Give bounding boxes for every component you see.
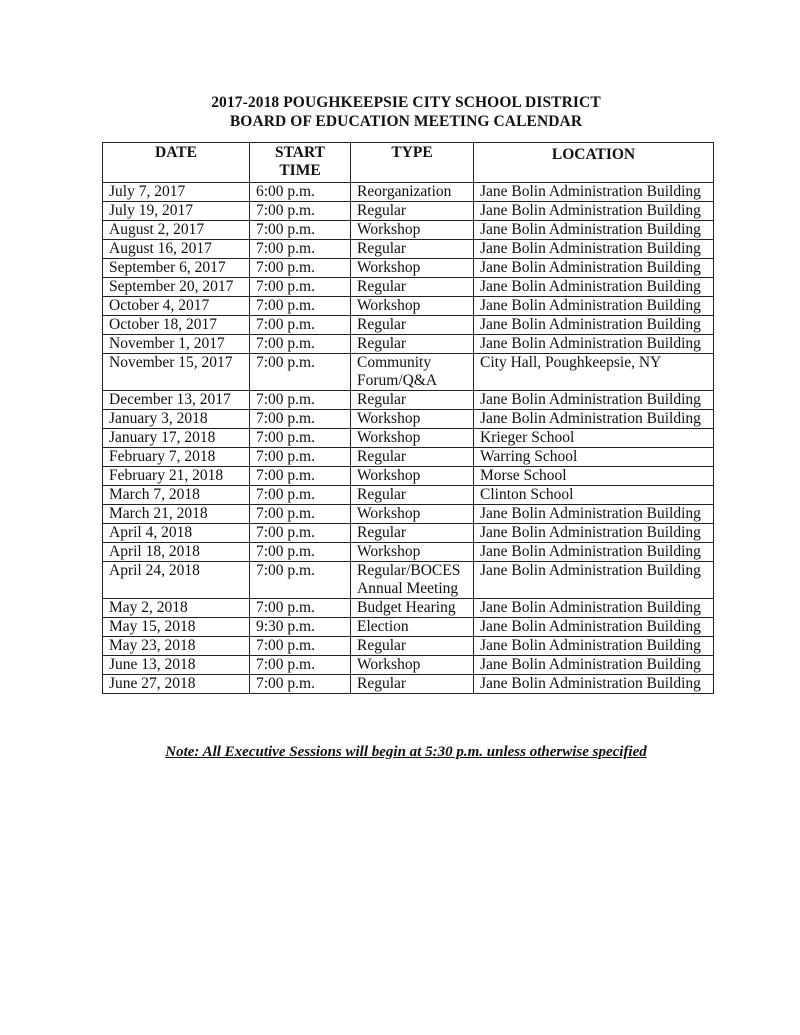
start-time-cell: 7:00 p.m. [250,221,351,240]
date-cell: June 13, 2018 [103,656,250,675]
type-cell: Regular/BOCES Annual Meeting [351,562,474,599]
date-cell: June 27, 2018 [103,675,250,694]
table-header-row [103,143,714,183]
start-time-cell: 7:00 p.m. [250,240,351,259]
date-cell: March 7, 2018 [103,486,250,505]
start-time-cell: 7:00 p.m. [250,297,351,316]
date-cell: July 19, 2017 [103,202,250,221]
location-cell: Jane Bolin Administration Building [474,316,714,335]
table-row [103,259,714,278]
date-cell: April 18, 2018 [103,543,250,562]
location-cell: Jane Bolin Administration Building [474,391,714,410]
type-cell: Workshop [351,297,474,316]
start-time-cell: 7:00 p.m. [250,543,351,562]
table-row [103,486,714,505]
start-time-cell: 6:00 p.m. [250,183,351,202]
table-row [103,240,714,259]
table-row [103,618,714,637]
start-time-cell: 7:00 p.m. [250,448,351,467]
table-row [103,675,714,694]
location-cell: Jane Bolin Administration Building [474,675,714,694]
date-cell: November 1, 2017 [103,335,250,354]
table-row [103,448,714,467]
type-cell: Budget Hearing [351,599,474,618]
start-time-cell: 7:00 p.m. [250,599,351,618]
date-cell: August 16, 2017 [103,240,250,259]
location-cell: Jane Bolin Administration Building [474,278,714,297]
location-cell: Jane Bolin Administration Building [474,505,714,524]
start-time-cell: 7:00 p.m. [250,335,351,354]
date-cell: September 6, 2017 [103,259,250,278]
type-cell: Workshop [351,221,474,240]
type-cell: Regular [351,316,474,335]
title-line-1: 2017-2018 POUGHKEEPSIE CITY SCHOOL DISTRICT [211,94,601,111]
type-cell: Workshop [351,410,474,429]
table-row [103,599,714,618]
type-cell: Regular [351,335,474,354]
date-cell: October 18, 2017 [103,316,250,335]
location-cell: Jane Bolin Administration Building [474,637,714,656]
table-row [103,183,714,202]
date-cell: May 23, 2018 [103,637,250,656]
type-cell: Regular [351,278,474,297]
location-cell: Jane Bolin Administration Building [474,259,714,278]
date-cell: January 17, 2018 [103,429,250,448]
type-cell: Regular [351,486,474,505]
table-row [103,354,714,391]
type-cell: Regular [351,524,474,543]
start-time-cell: 7:00 p.m. [250,637,351,656]
location-cell: Jane Bolin Administration Building [474,335,714,354]
location-cell: Morse School [474,467,714,486]
start-time-cell: 7:00 p.m. [250,467,351,486]
executive-session-note: Note: All Executive Sessions will begin at 5:30 p.m. unless otherwise specified [165,744,647,760]
document-title [0,93,800,131]
header-start-time [250,143,351,183]
date-cell: February 7, 2018 [103,448,250,467]
table-row [103,278,714,297]
date-cell: August 2, 2017 [103,221,250,240]
location-cell: Jane Bolin Administration Building [474,183,714,202]
location-cell: Jane Bolin Administration Building [474,618,714,637]
date-cell: May 15, 2018 [103,618,250,637]
header-location: LOCATION [474,143,714,183]
table-row [103,297,714,316]
table-row [103,391,714,410]
location-cell: City Hall, Poughkeepsie, NY [474,354,714,391]
start-time-cell: 7:00 p.m. [250,675,351,694]
location-cell: Clinton School [474,486,714,505]
start-time-cell: 7:00 p.m. [250,505,351,524]
title-line-2: BOARD OF EDUCATION MEETING CALENDAR [229,113,583,130]
start-time-cell: 7:00 p.m. [250,656,351,675]
type-cell: Election [351,618,474,637]
table-row [103,221,714,240]
date-cell: December 13, 2017 [103,391,250,410]
start-time-cell: 7:00 p.m. [250,562,351,599]
date-cell: January 3, 2018 [103,410,250,429]
table-row [103,467,714,486]
location-cell: Warring School [474,448,714,467]
start-time-cell: 7:00 p.m. [250,429,351,448]
type-cell: Regular [351,637,474,656]
meeting-calendar-table [102,142,714,694]
location-cell: Krieger School [474,429,714,448]
table-row [103,410,714,429]
type-cell: Workshop [351,505,474,524]
start-time-cell: 9:30 p.m. [250,618,351,637]
type-cell: Workshop [351,543,474,562]
start-time-cell: 7:00 p.m. [250,410,351,429]
location-cell: Jane Bolin Administration Building [474,202,714,221]
table-body [103,183,714,694]
type-cell: Regular [351,240,474,259]
date-cell: May 2, 2018 [103,599,250,618]
type-cell: Regular [351,675,474,694]
location-cell: Jane Bolin Administration Building [474,524,714,543]
date-cell: March 21, 2018 [103,505,250,524]
header-start-line-2: TIME [279,162,321,179]
header-type: TYPE [351,143,474,183]
date-cell: April 24, 2018 [103,562,250,599]
table-row [103,335,714,354]
type-cell: Workshop [351,467,474,486]
header-start-line-1: START [275,144,325,161]
location-cell: Jane Bolin Administration Building [474,599,714,618]
start-time-cell: 7:00 p.m. [250,259,351,278]
table-row [103,656,714,675]
type-cell: Reorganization [351,183,474,202]
header-date: DATE [103,143,250,183]
table-row [103,429,714,448]
table-row [103,562,714,599]
date-cell: November 15, 2017 [103,354,250,391]
table-row [103,543,714,562]
table-row [103,202,714,221]
location-cell: Jane Bolin Administration Building [474,221,714,240]
type-cell: Regular [351,202,474,221]
type-cell: Community Forum/Q&A [351,354,474,391]
date-cell: October 4, 2017 [103,297,250,316]
date-cell: September 20, 2017 [103,278,250,297]
start-time-cell: 7:00 p.m. [250,524,351,543]
type-cell: Regular [351,448,474,467]
start-time-cell: 7:00 p.m. [250,316,351,335]
location-cell: Jane Bolin Administration Building [474,543,714,562]
start-time-cell: 7:00 p.m. [250,486,351,505]
start-time-cell: 7:00 p.m. [250,278,351,297]
start-time-cell: 7:00 p.m. [250,391,351,410]
date-cell: July 7, 2017 [103,183,250,202]
type-cell: Workshop [351,656,474,675]
start-time-cell: 7:00 p.m. [250,354,351,391]
table-row [103,637,714,656]
date-cell: April 4, 2018 [103,524,250,543]
location-cell: Jane Bolin Administration Building [474,562,714,599]
table-row [103,505,714,524]
location-cell: Jane Bolin Administration Building [474,656,714,675]
type-cell: Regular [351,391,474,410]
location-cell: Jane Bolin Administration Building [474,297,714,316]
start-time-cell: 7:00 p.m. [250,202,351,221]
table-row [103,316,714,335]
type-cell: Workshop [351,259,474,278]
date-cell: February 21, 2018 [103,467,250,486]
table-row [103,524,714,543]
type-cell: Workshop [351,429,474,448]
location-cell: Jane Bolin Administration Building [474,410,714,429]
location-cell: Jane Bolin Administration Building [474,240,714,259]
